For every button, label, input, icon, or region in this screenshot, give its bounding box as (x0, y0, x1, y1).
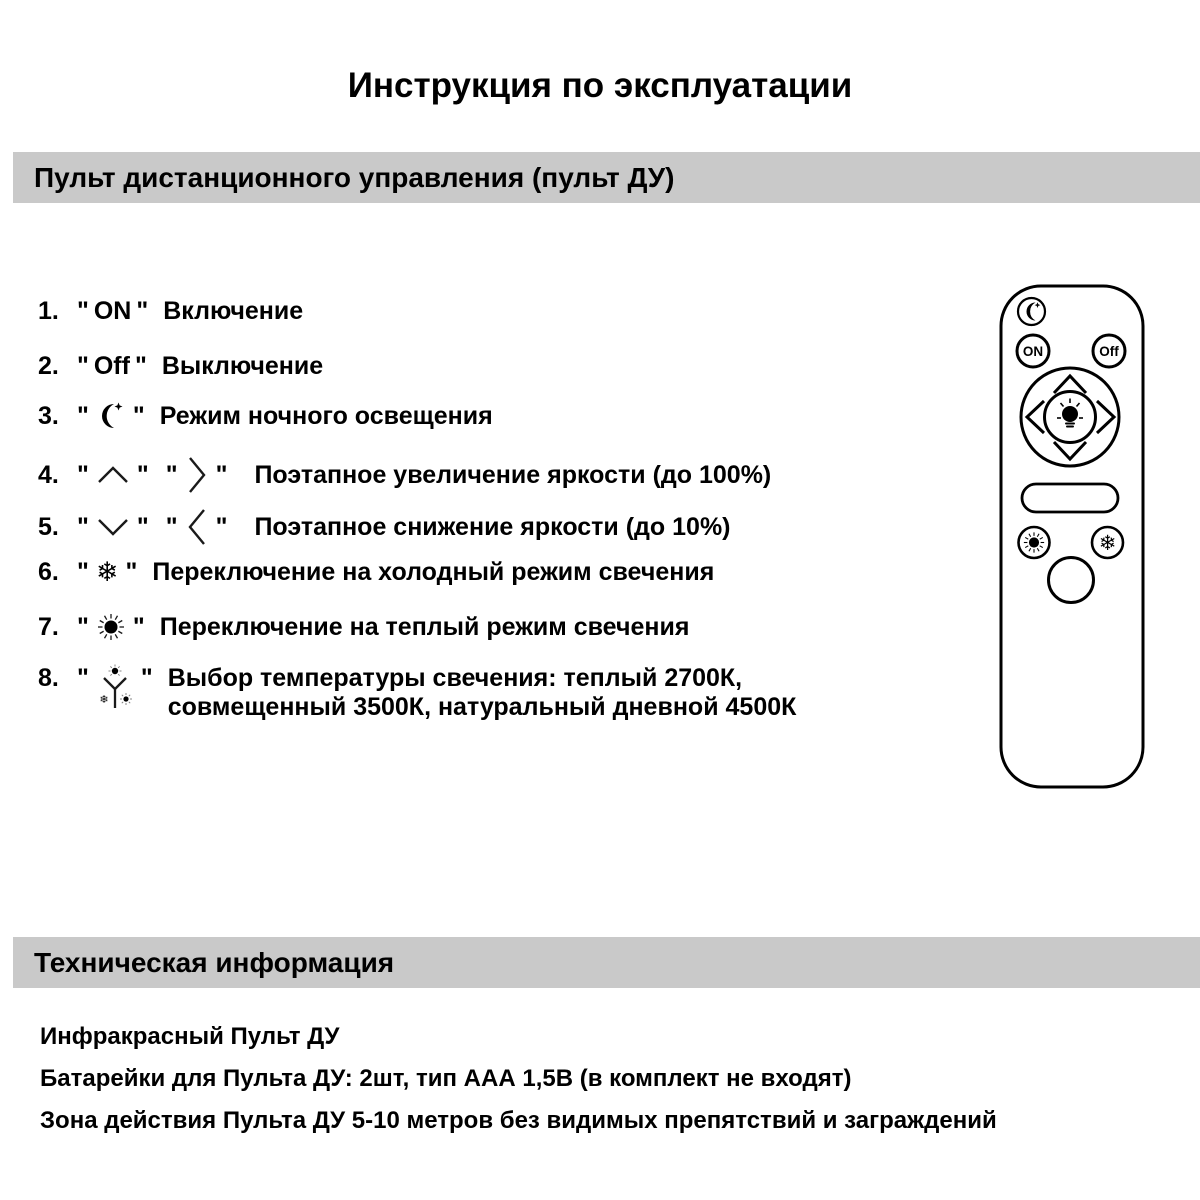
section-bar-tech (13, 937, 1200, 988)
quote-mark: " (134, 352, 147, 380)
remote-extra-button (1049, 558, 1094, 603)
instruction-item-6 (38, 558, 714, 586)
chevron-down-icon (96, 514, 130, 540)
item-label: Режим ночного освещения (159, 402, 493, 430)
quote-mark: " (77, 297, 89, 325)
quote-mark: " (165, 461, 178, 489)
chevron-up-icon (96, 462, 130, 488)
snowflake-icon: ❄ (95, 556, 119, 588)
quote-mark: " (132, 613, 145, 641)
color-temp-select-icon (96, 664, 134, 712)
button-key-label: Off (93, 352, 130, 380)
item-number: 4. (38, 461, 59, 489)
moon-icon (96, 401, 126, 431)
section-bar-remote (13, 152, 1200, 203)
item-label: Поэтапное увеличение яркости (до 100%) (254, 461, 772, 489)
item-number: 2. (38, 352, 59, 380)
quote-mark: " (132, 402, 145, 430)
section-bar-remote-label: Пульт дистанционного управления (пульт ДУ) (34, 161, 675, 193)
instruction-item-4 (38, 455, 771, 495)
instruction-item-3 (38, 401, 493, 431)
item-number: 8. (38, 664, 59, 692)
instruction-item-7 (38, 612, 689, 642)
remote-control-illustration (988, 272, 1153, 797)
item-label: Поэтапное снижение яркости (до 10%) (254, 513, 731, 541)
page-title: Инструкция по эксплуатации (347, 66, 853, 105)
item-label: Переключение на холодный режим свечения (152, 558, 715, 586)
remote-bar-button (1022, 484, 1118, 512)
item-label: Включение (163, 297, 304, 325)
item-label: Выключение (161, 352, 324, 380)
instruction-item-8 (38, 664, 796, 722)
item-label (168, 664, 797, 722)
quote-mark: " (215, 513, 228, 541)
chevron-right-icon (185, 455, 209, 495)
quote-mark: " (77, 461, 89, 489)
quote-mark: " (125, 558, 138, 586)
button-key-label: ON (93, 297, 132, 325)
instruction-item-2 (38, 352, 323, 380)
quote-mark: " (77, 352, 89, 380)
svg-text:Off: Off (1099, 344, 1119, 359)
item-number: 3. (38, 402, 59, 430)
quote-mark: " (165, 513, 178, 541)
section-bar-tech-label: Техническая информация (34, 946, 395, 978)
item-label-line2: совмещенный 3500К, натуральный дневной 4500К (167, 693, 797, 721)
quote-mark: " (136, 513, 149, 541)
item-label: Переключение на теплый режим свечения (159, 613, 690, 641)
quote-mark: " (77, 664, 89, 692)
svg-text:❄: ❄ (99, 693, 109, 706)
quote-mark: " (77, 513, 89, 541)
svg-text:ON: ON (1022, 344, 1044, 359)
quote-mark: " (77, 402, 89, 430)
instruction-item-1 (38, 297, 303, 325)
item-number: 7. (38, 613, 59, 641)
item-number: 1. (38, 297, 59, 325)
snowflake-icon: ❄ (1098, 531, 1117, 555)
item-number: 6. (38, 558, 59, 586)
item-number: 5. (38, 513, 59, 541)
quote-mark: " (77, 558, 89, 586)
tech-info-line: Зона действия Пульта ДУ 5-10 метров без видимых препятствий и заграждений (40, 1107, 997, 1134)
tech-info-line: Батарейки для Пульта ДУ: 2шт, тип ААА 1,5В (в комплект не входят) (40, 1065, 852, 1092)
quote-mark: " (136, 297, 149, 325)
instruction-item-5 (38, 507, 731, 547)
quote-mark: " (140, 664, 153, 692)
chevron-left-icon (185, 507, 209, 547)
item-label-line1: Выбор температуры свечения: теплый 2700К, (167, 664, 743, 692)
tech-info-line: Инфракрасный Пульт ДУ (40, 1023, 340, 1050)
quote-mark: " (77, 613, 89, 641)
sun-icon (96, 612, 126, 642)
quote-mark: " (136, 461, 149, 489)
quote-mark: " (215, 461, 228, 489)
